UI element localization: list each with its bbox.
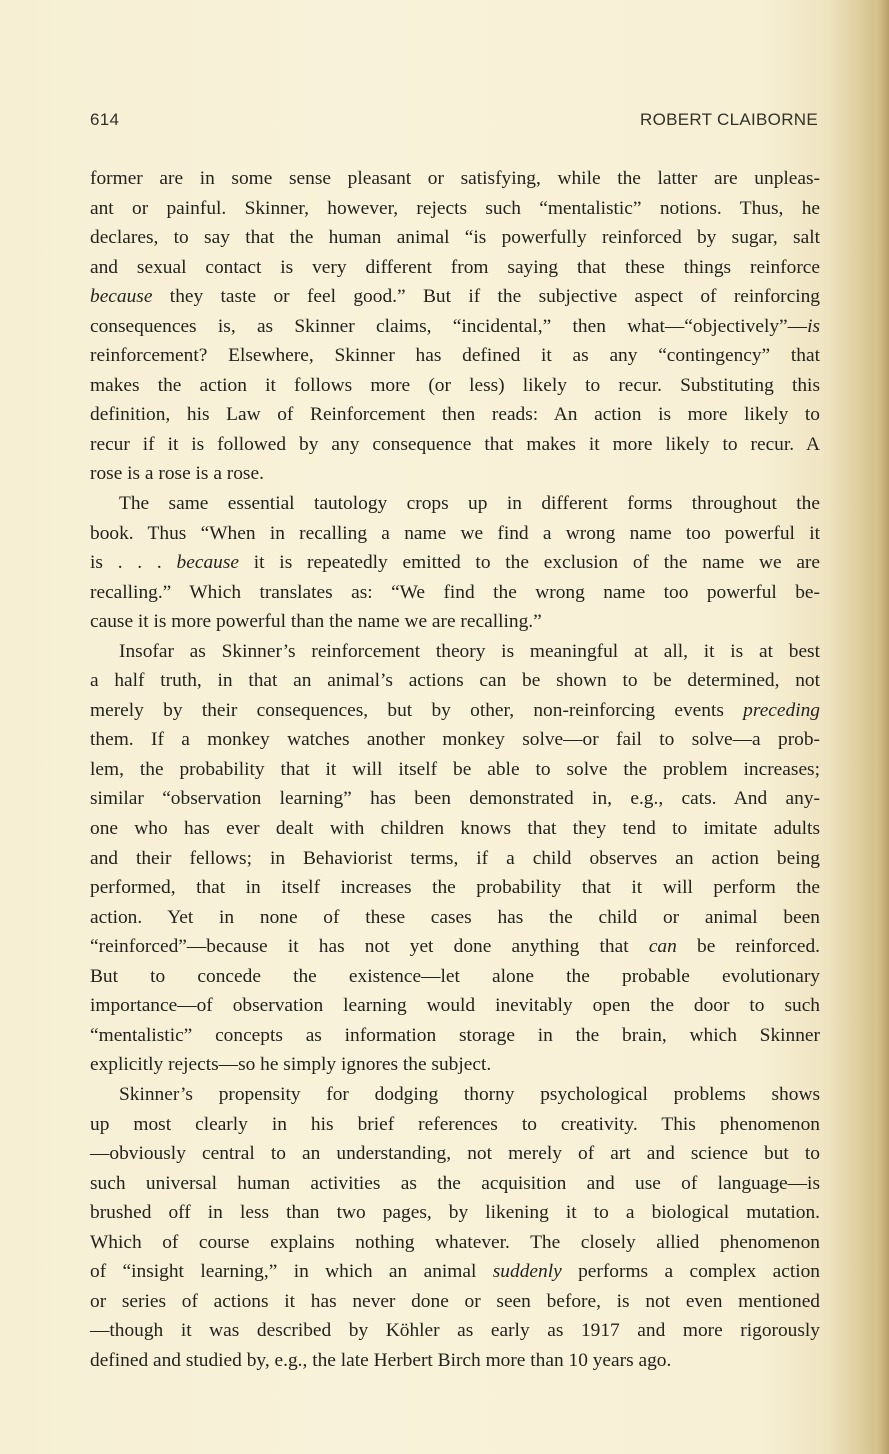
text-run: makes the action it follows more (or less) likely to recur. Substituting this <box>90 374 820 396</box>
text-run: or series of actions it has never done or seen before, is not even mentioned <box>90 1290 820 1312</box>
text-line <box>90 725 820 755</box>
text-run: one who has ever dealt with children knows that they tend to imitate adults <box>90 818 820 840</box>
text-line <box>90 1050 820 1080</box>
text-run: them. If a monkey watches another monkey solve—or fail to solve—a prob- <box>90 729 820 751</box>
text-line <box>90 1110 820 1140</box>
text-line <box>90 519 820 549</box>
text-run: performed, that in itself increases the probability that it will perform the <box>90 877 820 899</box>
text-run: Insofar as Skinner’s reinforcement theory is meaningful at all, it is at best <box>119 640 820 662</box>
italic-text: suddenly <box>492 1261 562 1283</box>
text-line <box>90 991 820 1021</box>
text-run: up most clearly in his brief references to creativity. This phenomenon <box>90 1113 820 1135</box>
text-run: —obviously central to an understanding, not merely of art and science but to <box>90 1143 820 1165</box>
text-line <box>90 1316 820 1346</box>
text-line <box>90 1139 820 1169</box>
text-line <box>90 430 820 460</box>
text-run: they taste or feel good.” But if the subjective aspect of reinforcing <box>152 286 820 308</box>
text-line <box>90 223 820 253</box>
text-run: declares, to say that the human animal “is powerfully reinforced by sugar, salt <box>90 227 820 249</box>
paragraph <box>90 1080 820 1375</box>
text-run: —though it was described by Köhler as early as 1917 and more rigorously <box>90 1320 820 1342</box>
paragraph <box>90 164 820 489</box>
text-line <box>90 1346 820 1376</box>
text-run: explicitly rejects—so he simply ignores the subject. <box>90 1054 492 1076</box>
text-run: brushed off in less than two pages, by likening it to a biological mutation. <box>90 1202 820 1224</box>
text-run: former are in some sense pleasant or satisfying, while the latter are unpleas- <box>90 168 820 189</box>
text-line <box>90 194 820 224</box>
italic-text: because <box>176 552 239 574</box>
text-line <box>90 489 820 519</box>
text-line <box>90 814 820 844</box>
italic-text: can <box>648 936 677 958</box>
text-line <box>90 312 820 342</box>
text-line <box>90 607 820 637</box>
text-run: and their fellows; in Behaviorist terms, if a child observes an action being <box>90 847 820 869</box>
text-run: “mentalistic” concepts as information storage in the brain, which Skinner <box>90 1024 820 1046</box>
paragraph <box>90 637 820 1080</box>
text-line <box>90 784 820 814</box>
text-run: it is repeatedly emitted to the exclusion of the name we are <box>239 552 820 574</box>
text-run: performs a complex action <box>561 1261 820 1283</box>
running-head <box>90 110 818 134</box>
text-line <box>90 253 820 283</box>
paragraph <box>90 489 820 637</box>
page-edge-shadow <box>875 0 889 1454</box>
text-run: of “insight learning,” in which an animal <box>90 1261 493 1283</box>
text-run: Which of course explains nothing whatever. The closely allied phenomenon <box>90 1231 820 1253</box>
text-line <box>90 1021 820 1051</box>
text-run: and sexual contact is very different from saying that these things reinforce <box>90 256 820 278</box>
italic-text: preceding <box>743 699 820 721</box>
page-number: 614 <box>90 110 120 129</box>
text-run: be reinforced. <box>676 936 820 958</box>
text-run: ant or painful. Skinner, however, rejects such “mentalistic” notions. Thus, he <box>90 197 820 219</box>
body-text <box>90 164 820 1375</box>
text-run: But to concede the existence—let alone the probable evolutionary <box>90 965 820 987</box>
running-head-author: ROBERT CLAIBORNE <box>640 110 818 129</box>
text-line <box>90 932 820 962</box>
text-line <box>90 666 820 696</box>
text-run: importance—of observation learning would inevitably open the door to such <box>90 995 820 1017</box>
text-line <box>90 164 820 194</box>
text-run: definition, his Law of Reinforcement then reads: An action is more likely to <box>90 404 820 426</box>
text-line <box>90 1080 820 1110</box>
text-run: merely by their consequences, but by other, non-reinforcing events <box>90 699 744 721</box>
text-line <box>90 1228 820 1258</box>
text-line <box>90 755 820 785</box>
text-run: defined and studied by, e.g., the late Herbert Birch more than 10 years ago. <box>90 1349 672 1371</box>
text-line <box>90 844 820 874</box>
text-run: action. Yet in none of these cases has the child or animal been <box>90 906 820 928</box>
text-run: rose is a rose is a rose. <box>90 463 264 485</box>
italic-text: because <box>90 286 153 308</box>
text-line <box>90 637 820 667</box>
text-run: Skinner’s propensity for dodging thorny psychological problems shows <box>119 1083 820 1105</box>
text-line <box>90 1198 820 1228</box>
text-line <box>90 548 820 578</box>
text-run: a half truth, in that an animal’s actions can be shown to be determined, not <box>90 670 820 692</box>
italic-text: is <box>807 315 820 337</box>
text-line <box>90 962 820 992</box>
text-line <box>90 400 820 430</box>
text-run: “reinforced”—because it has not yet done anything that <box>90 936 649 958</box>
text-run: consequences is, as Skinner claims, “incidental,” then what—“objectively”— <box>90 315 808 337</box>
text-line <box>90 903 820 933</box>
text-run: lem, the probability that it will itself be able to solve the problem increases; <box>90 758 820 780</box>
text-line <box>90 696 820 726</box>
text-line <box>90 1169 820 1199</box>
text-run: is . . . <box>90 552 177 574</box>
text-run: book. Thus “When in recalling a name we find a wrong name too powerful it <box>90 522 820 544</box>
text-run: reinforcement? Elsewhere, Skinner has defined it as any “contingency” that <box>90 345 820 367</box>
text-run: cause it is more powerful than the name we are recalling.” <box>90 611 542 633</box>
text-line <box>90 459 820 489</box>
text-line <box>90 1257 820 1287</box>
text-run: recalling.” Which translates as: “We find the wrong name too powerful be- <box>90 581 820 603</box>
text-line <box>90 578 820 608</box>
text-line <box>90 1287 820 1317</box>
text-run: The same essential tautology crops up in different forms throughout the <box>119 493 820 515</box>
text-line <box>90 873 820 903</box>
text-run: such universal human activities as the acquisition and use of language—is <box>90 1172 820 1194</box>
text-run: recur if it is followed by any consequence that makes it more likely to recur. A <box>90 433 820 455</box>
text-line <box>90 371 820 401</box>
text-line <box>90 341 820 371</box>
text-run: similar “observation learning” has been demonstrated in, e.g., cats. And any- <box>90 788 820 810</box>
text-line <box>90 282 820 312</box>
